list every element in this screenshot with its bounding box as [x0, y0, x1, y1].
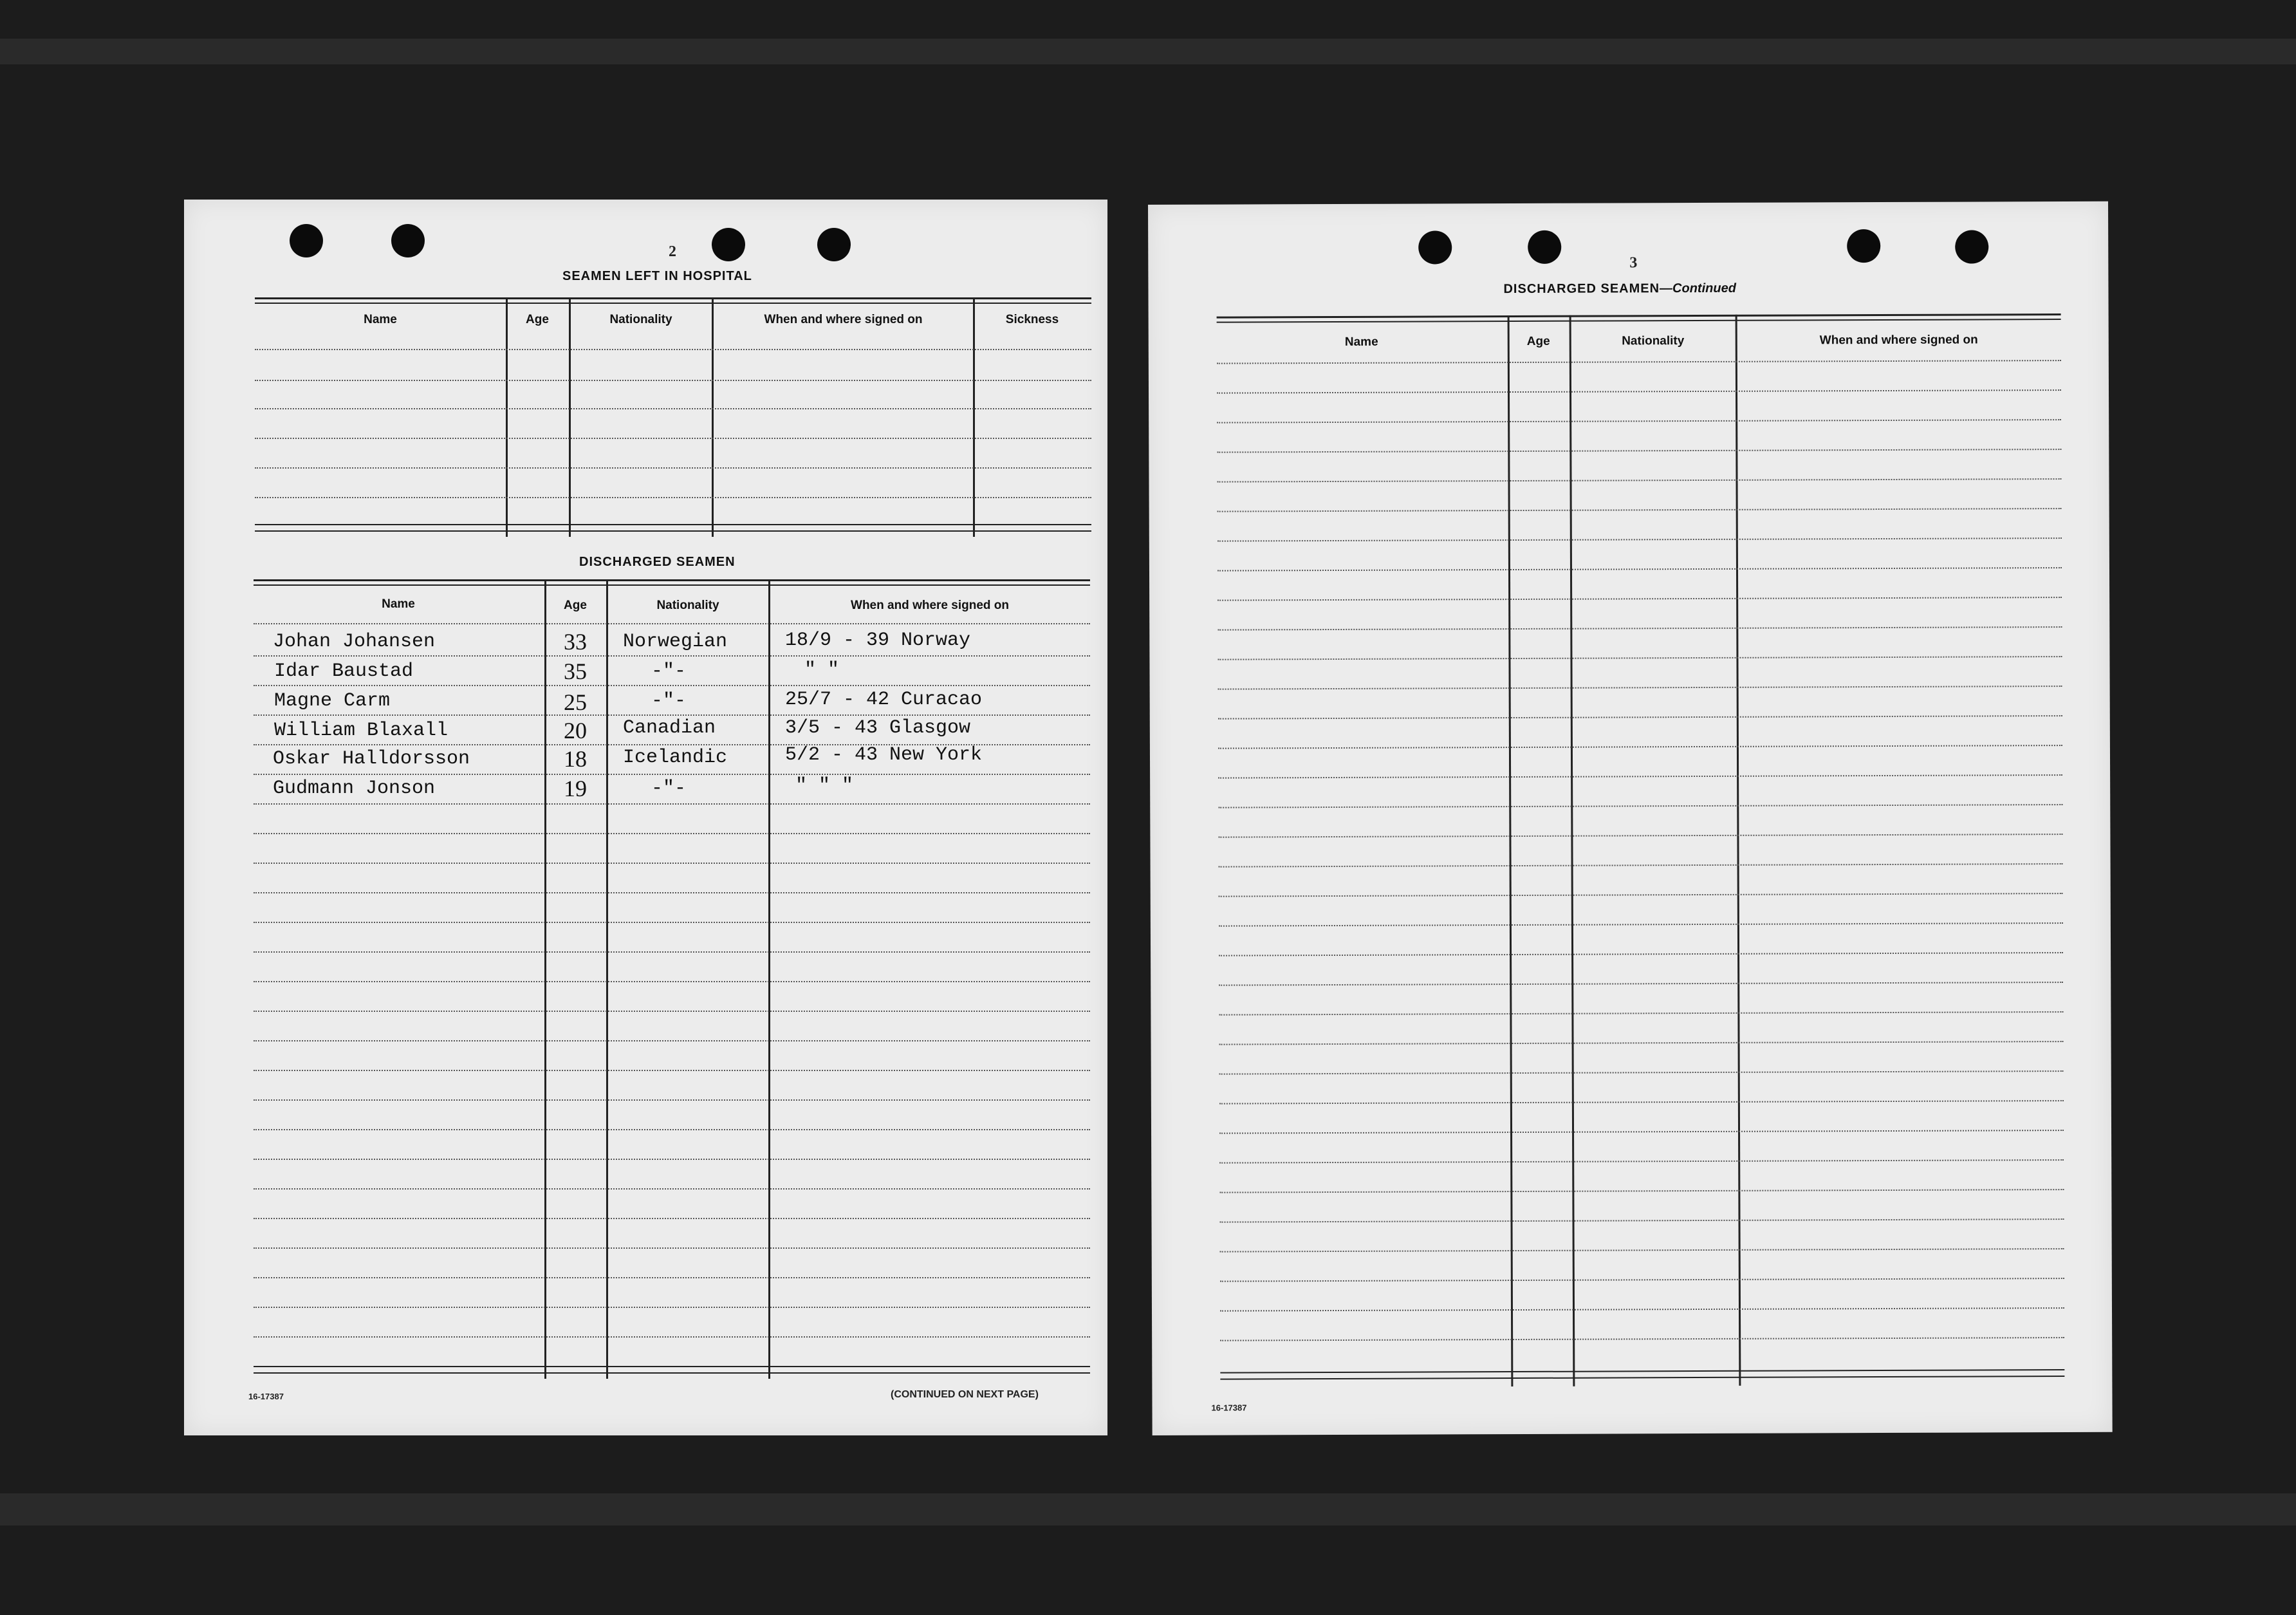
seaman-nationality: Norwegian — [623, 631, 728, 653]
seaman-signed-on: " " " — [795, 775, 854, 797]
col-header-name: Name — [364, 313, 397, 326]
seaman-name: Oskar Halldorsson — [273, 748, 470, 770]
seaman-name: Idar Baustad — [274, 660, 414, 682]
col-header-sickness: Sickness — [1005, 313, 1059, 326]
seaman-age: 20 — [564, 718, 587, 743]
form-number: 16-17387 — [1211, 1403, 1247, 1413]
seaman-age: 19 — [564, 776, 587, 801]
seaman-name: William Blaxall — [274, 720, 449, 742]
left-page — [184, 200, 1107, 1435]
seaman-age: 25 — [564, 689, 587, 715]
seaman-name: Magne Carm — [274, 690, 391, 712]
seaman-age: 33 — [564, 629, 587, 655]
col-header-name: Name — [382, 597, 415, 611]
form-number: 16-17387 — [248, 1392, 284, 1401]
col-header-age: Age — [526, 313, 549, 326]
scan-band — [0, 39, 2296, 64]
right-page — [1148, 201, 2113, 1435]
seaman-signed-on: 5/2 - 43 New York — [785, 744, 983, 766]
col-header-age: Age — [564, 599, 587, 612]
punch-hole — [712, 228, 745, 261]
discharged-continued-title-main: DISCHARGED SEAMEN — [1503, 281, 1660, 297]
hospital-section-title: SEAMEN LEFT IN HOSPITAL — [562, 269, 752, 283]
seaman-nationality: Canadian — [623, 717, 716, 739]
page-number: 2 — [669, 243, 676, 260]
col-header-signed-on: When and where signed on — [764, 313, 923, 326]
col-header-age: Age — [1526, 334, 1550, 348]
punch-hole — [290, 224, 323, 257]
seaman-nationality: -"- — [651, 690, 687, 712]
col-header-signed-on: When and where signed on — [1819, 333, 1978, 348]
seaman-name: Gudmann Jonson — [273, 778, 436, 799]
seaman-signed-on: 3/5 - 43 Glasgow — [785, 717, 971, 739]
discharged-continued-title-suffix: —Continued — [1659, 281, 1736, 296]
discharged-continued-table — [1217, 313, 2065, 1398]
discharged-continued-title — [1503, 281, 1736, 297]
seaman-age: 35 — [564, 658, 587, 684]
col-header-nationality: Nationality — [1622, 334, 1685, 348]
col-header-name: Name — [1344, 335, 1378, 349]
punch-hole — [1418, 230, 1452, 264]
seaman-age: 18 — [564, 746, 587, 772]
seaman-signed-on: 25/7 - 42 Curacao — [785, 689, 983, 711]
discharged-section-title: DISCHARGED SEAMEN — [579, 555, 736, 569]
col-header-signed-on: When and where signed on — [851, 599, 1009, 612]
punch-hole — [1528, 230, 1561, 264]
punch-hole — [1955, 230, 1988, 263]
page-number: 3 — [1629, 254, 1638, 272]
seaman-nationality: -"- — [651, 778, 687, 799]
seaman-signed-on: 18/9 - 39 Norway — [785, 630, 971, 651]
col-header-nationality: Nationality — [656, 599, 719, 612]
punch-hole — [1847, 229, 1880, 263]
continued-footer: (CONTINUED ON NEXT PAGE) — [891, 1389, 1039, 1400]
discharged-table — [254, 579, 1090, 1384]
scan-band — [0, 1493, 2296, 1526]
punch-hole — [391, 224, 425, 257]
punch-hole — [817, 228, 851, 261]
seaman-name: Johan Johansen — [273, 631, 436, 653]
col-header-nationality: Nationality — [609, 313, 672, 326]
seaman-nationality: -"- — [651, 660, 687, 682]
seaman-nationality: Icelandic — [623, 747, 728, 769]
seaman-signed-on: " " — [804, 659, 840, 681]
